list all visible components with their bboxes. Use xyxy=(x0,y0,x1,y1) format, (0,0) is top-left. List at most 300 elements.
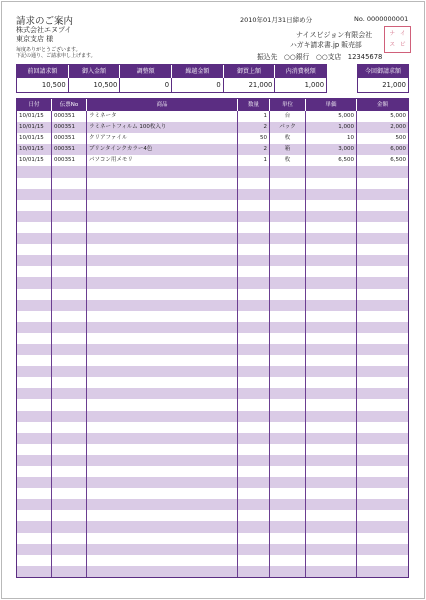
table-cell xyxy=(52,366,87,377)
table-cell xyxy=(87,200,238,211)
table-cell xyxy=(87,466,238,477)
table-cell xyxy=(357,444,408,455)
total-due-value-row xyxy=(358,78,408,92)
table-cell xyxy=(357,277,408,288)
col-amount: 金額 xyxy=(376,102,388,108)
issuer-dept: ハガキ請求書.jp 販売部 xyxy=(290,41,362,49)
table-row xyxy=(17,244,408,255)
table-cell xyxy=(238,178,270,189)
summary-header: 繰越金額 xyxy=(172,65,224,78)
table-cell xyxy=(357,510,408,521)
table-cell xyxy=(238,244,270,255)
table-cell xyxy=(52,488,87,499)
summary-value: 10,500 xyxy=(17,78,69,92)
table-cell xyxy=(17,388,52,399)
bank-name: ○○銀行 xyxy=(283,53,310,61)
table-cell xyxy=(238,433,270,444)
table-cell xyxy=(52,566,87,577)
table-cell xyxy=(17,433,52,444)
table-cell: 枚 xyxy=(270,133,306,144)
table-cell xyxy=(306,333,357,344)
table-cell: パック xyxy=(270,122,306,133)
table-cell: 2 xyxy=(238,122,270,133)
table-cell xyxy=(52,200,87,211)
table-cell xyxy=(270,510,306,521)
table-cell xyxy=(87,388,238,399)
table-cell xyxy=(87,399,238,410)
table-cell xyxy=(17,166,52,177)
table-cell xyxy=(52,189,87,200)
table-cell xyxy=(306,566,357,577)
table-cell xyxy=(52,244,87,255)
summary-value: 21,000 xyxy=(224,78,276,92)
table-cell xyxy=(357,255,408,266)
summary-value: 0 xyxy=(120,78,172,92)
table-cell xyxy=(87,277,238,288)
table-cell xyxy=(87,433,238,444)
table-cell xyxy=(52,222,87,233)
table-cell xyxy=(52,266,87,277)
table-cell xyxy=(306,211,357,222)
bank-account: 12345678 xyxy=(347,53,383,61)
seal-char: ナ xyxy=(389,31,395,37)
table-cell xyxy=(17,244,52,255)
table-cell xyxy=(270,499,306,510)
bank-branch: ○○支店 xyxy=(315,53,342,61)
table-row xyxy=(17,477,408,488)
table-cell xyxy=(238,533,270,544)
table-row xyxy=(17,155,408,166)
table-cell xyxy=(52,399,87,410)
table-cell xyxy=(87,211,238,222)
col-unit: 単位 xyxy=(270,99,306,111)
table-cell xyxy=(52,533,87,544)
table-cell xyxy=(306,277,357,288)
table-cell xyxy=(270,311,306,322)
table-cell xyxy=(87,488,238,499)
table-body xyxy=(17,111,408,577)
table-cell xyxy=(357,233,408,244)
table-cell xyxy=(52,289,87,300)
table-row xyxy=(17,544,408,555)
table-cell: 1,000 xyxy=(306,122,357,133)
table-cell xyxy=(17,444,52,455)
table-row xyxy=(17,311,408,322)
table-cell xyxy=(306,178,357,189)
table-cell: 50 xyxy=(238,133,270,144)
table-cell xyxy=(357,366,408,377)
table-cell xyxy=(87,344,238,355)
table-cell xyxy=(52,466,87,477)
table-cell xyxy=(270,366,306,377)
table-cell xyxy=(306,244,357,255)
summary-header-row xyxy=(17,65,326,78)
table-cell xyxy=(52,499,87,510)
table-cell xyxy=(306,521,357,532)
table-cell xyxy=(357,322,408,333)
table-cell xyxy=(270,189,306,200)
table-row xyxy=(17,122,408,133)
table-cell xyxy=(357,499,408,510)
table-cell xyxy=(87,355,238,366)
document-number: No. 0000000001 xyxy=(354,15,409,23)
table-cell xyxy=(238,300,270,311)
table-cell xyxy=(238,200,270,211)
table-cell xyxy=(357,433,408,444)
table-row xyxy=(17,444,408,455)
table-row xyxy=(17,200,408,211)
table-cell xyxy=(87,521,238,532)
table-cell xyxy=(270,244,306,255)
table-cell xyxy=(270,355,306,366)
table-cell xyxy=(357,200,408,211)
table-cell xyxy=(52,322,87,333)
table-cell xyxy=(357,178,408,189)
table-cell xyxy=(17,466,52,477)
table-cell xyxy=(306,166,357,177)
table-cell xyxy=(52,433,87,444)
table-row xyxy=(17,488,408,499)
table-cell xyxy=(17,189,52,200)
table-cell xyxy=(52,300,87,311)
table-cell xyxy=(270,200,306,211)
table-cell: クリアファイル xyxy=(87,133,238,144)
table-cell xyxy=(52,333,87,344)
table-cell xyxy=(17,399,52,410)
table-cell xyxy=(306,444,357,455)
total-due-value: 21,000 xyxy=(382,81,406,89)
table-cell xyxy=(52,344,87,355)
table-cell xyxy=(87,555,238,566)
table-cell xyxy=(306,466,357,477)
bank-label: 振込先 xyxy=(257,53,278,61)
summary-header: 御入金額 xyxy=(69,65,121,78)
table-cell: 10/01/15 xyxy=(17,133,52,144)
table-cell xyxy=(238,466,270,477)
table-cell xyxy=(52,422,87,433)
table-cell xyxy=(238,189,270,200)
table-cell: 000351 xyxy=(52,111,87,122)
table-cell xyxy=(357,388,408,399)
table-cell xyxy=(238,544,270,555)
table-row xyxy=(17,521,408,532)
table-cell xyxy=(238,488,270,499)
table-cell xyxy=(270,411,306,422)
table-cell xyxy=(17,222,52,233)
table-cell xyxy=(357,488,408,499)
table-cell xyxy=(238,166,270,177)
table-cell xyxy=(87,289,238,300)
table-row xyxy=(17,133,408,144)
table-row xyxy=(17,277,408,288)
table-cell xyxy=(17,544,52,555)
table-cell xyxy=(238,566,270,577)
table-cell xyxy=(52,455,87,466)
table-cell xyxy=(238,444,270,455)
table-row xyxy=(17,466,408,477)
table-cell xyxy=(306,477,357,488)
table-header xyxy=(17,99,408,111)
table-cell xyxy=(87,566,238,577)
table-cell xyxy=(238,355,270,366)
total-due-box xyxy=(357,64,409,93)
table-cell xyxy=(238,255,270,266)
table-cell xyxy=(52,477,87,488)
table-cell xyxy=(17,366,52,377)
summary-header: 調整額 xyxy=(120,65,172,78)
table-cell xyxy=(52,233,87,244)
table-cell xyxy=(270,300,306,311)
table-cell xyxy=(87,266,238,277)
table-cell xyxy=(357,311,408,322)
table-cell xyxy=(87,411,238,422)
table-cell xyxy=(87,366,238,377)
table-cell xyxy=(238,377,270,388)
table-cell xyxy=(87,244,238,255)
table-row xyxy=(17,211,408,222)
table-cell xyxy=(306,222,357,233)
table-cell xyxy=(17,477,52,488)
seal-char: ビ xyxy=(399,41,406,48)
summary-header: 内消費税額 xyxy=(285,68,316,75)
table-cell xyxy=(306,488,357,499)
table-cell xyxy=(52,411,87,422)
table-cell: プリンタインクカラー4色 xyxy=(87,144,238,155)
table-cell xyxy=(357,422,408,433)
table-cell xyxy=(306,266,357,277)
table-row xyxy=(17,499,408,510)
bank-info xyxy=(257,51,382,61)
table-cell xyxy=(270,422,306,433)
table-cell xyxy=(238,510,270,521)
total-due-header: 今回御請求額 xyxy=(364,68,401,75)
greeting-line-1: 毎度ありがとうございます。 xyxy=(16,47,81,53)
table-cell xyxy=(306,255,357,266)
table-cell xyxy=(52,521,87,532)
table-cell xyxy=(306,499,357,510)
table-cell xyxy=(52,255,87,266)
table-cell: 6,500 xyxy=(390,157,406,164)
table-cell xyxy=(270,388,306,399)
greeting xyxy=(16,47,96,59)
table-row xyxy=(17,433,408,444)
table-cell: 箱 xyxy=(270,144,306,155)
table-cell: 10 xyxy=(306,133,357,144)
table-cell xyxy=(357,466,408,477)
table-row xyxy=(17,300,408,311)
table-row xyxy=(17,166,408,177)
table-cell xyxy=(87,510,238,521)
table-cell xyxy=(357,266,408,277)
table-cell xyxy=(87,333,238,344)
table-cell xyxy=(238,289,270,300)
table-cell: 10/01/15 xyxy=(17,155,52,166)
greeting-line-2: 下記の通り、ご請求申し上げます。 xyxy=(16,53,96,59)
table-row xyxy=(17,144,408,155)
col-unit-price: 単価 xyxy=(306,99,357,111)
table-cell xyxy=(238,399,270,410)
table-row xyxy=(17,510,408,521)
table-cell xyxy=(87,166,238,177)
table-cell xyxy=(238,366,270,377)
table-cell xyxy=(357,555,408,566)
table-row xyxy=(17,333,408,344)
table-cell xyxy=(238,233,270,244)
table-row xyxy=(17,399,408,410)
table-cell xyxy=(87,377,238,388)
table-cell xyxy=(17,277,52,288)
table-row xyxy=(17,111,408,122)
table-cell: 000351 xyxy=(52,144,87,155)
table-cell xyxy=(357,533,408,544)
table-cell xyxy=(17,255,52,266)
table-cell xyxy=(357,399,408,410)
table-row xyxy=(17,222,408,233)
table-cell xyxy=(270,166,306,177)
table-cell xyxy=(270,233,306,244)
table-cell xyxy=(306,322,357,333)
table-cell: パソコン用メモリ xyxy=(87,155,238,166)
table-cell xyxy=(270,533,306,544)
table-cell xyxy=(270,344,306,355)
table-cell xyxy=(17,555,52,566)
table-cell xyxy=(306,433,357,444)
table-cell xyxy=(52,211,87,222)
table-cell xyxy=(357,344,408,355)
table-cell xyxy=(306,344,357,355)
table-cell xyxy=(52,311,87,322)
table-row xyxy=(17,388,408,399)
table-cell xyxy=(87,444,238,455)
table-cell xyxy=(52,388,87,399)
summary-value: 0 xyxy=(172,78,224,92)
col-date: 日付 xyxy=(17,99,52,111)
customer-company: 株式会社エヌプイ xyxy=(16,26,72,34)
table-row xyxy=(17,189,408,200)
table-cell xyxy=(357,455,408,466)
table-row xyxy=(17,289,408,300)
table-cell xyxy=(238,411,270,422)
table-cell xyxy=(238,277,270,288)
table-cell xyxy=(270,211,306,222)
table-cell xyxy=(238,311,270,322)
table-cell xyxy=(270,178,306,189)
table-cell xyxy=(270,544,306,555)
table-cell xyxy=(270,555,306,566)
table-cell: 10/01/15 xyxy=(17,144,52,155)
table-cell: 1 xyxy=(238,155,270,166)
table-row xyxy=(17,533,408,544)
table-cell xyxy=(306,289,357,300)
table-cell xyxy=(17,455,52,466)
table-cell xyxy=(238,422,270,433)
table-cell xyxy=(17,510,52,521)
table-cell xyxy=(17,422,52,433)
table-cell: 1 xyxy=(238,111,270,122)
table-row xyxy=(17,255,408,266)
table-cell xyxy=(87,233,238,244)
table-cell xyxy=(17,322,52,333)
summary-header: 御買上額 xyxy=(224,65,276,78)
table-cell xyxy=(306,399,357,410)
table-cell xyxy=(87,533,238,544)
closing-date: 2010年01月31日締め分 xyxy=(240,16,313,24)
table-cell xyxy=(357,244,408,255)
table-cell xyxy=(306,355,357,366)
seal-char: ス xyxy=(389,41,395,48)
table-cell xyxy=(238,477,270,488)
table-cell xyxy=(270,433,306,444)
table-cell xyxy=(306,422,357,433)
table-cell xyxy=(87,455,238,466)
table-cell xyxy=(87,222,238,233)
table-cell xyxy=(17,333,52,344)
table-cell xyxy=(87,178,238,189)
table-row xyxy=(17,422,408,433)
table-cell xyxy=(306,510,357,521)
table-row xyxy=(17,411,408,422)
table-cell xyxy=(87,477,238,488)
col-product: 商品 xyxy=(87,99,238,111)
customer-branch: 東京支店 様 xyxy=(16,34,54,43)
table-row xyxy=(17,355,408,366)
table-cell: 枚 xyxy=(270,155,306,166)
table-cell xyxy=(87,255,238,266)
table-cell xyxy=(87,311,238,322)
document-title: 請求のご案内 xyxy=(16,16,74,27)
table-cell xyxy=(306,377,357,388)
table-cell xyxy=(238,499,270,510)
table-cell xyxy=(238,266,270,277)
table-cell xyxy=(238,455,270,466)
table-cell: 5,000 xyxy=(390,113,406,119)
table-cell: 6,000 xyxy=(390,146,406,153)
table-cell xyxy=(306,300,357,311)
table-cell xyxy=(357,566,408,577)
table-cell xyxy=(17,521,52,532)
table-cell xyxy=(270,277,306,288)
col-quantity: 数量 xyxy=(238,99,270,111)
table-cell xyxy=(17,211,52,222)
table-row xyxy=(17,366,408,377)
table-row xyxy=(17,266,408,277)
table-cell xyxy=(17,355,52,366)
table-cell xyxy=(17,566,52,577)
table-cell xyxy=(357,355,408,366)
table-cell xyxy=(17,233,52,244)
table-cell: 500 xyxy=(395,135,406,142)
table-cell xyxy=(270,399,306,410)
table-row xyxy=(17,566,408,577)
summary-header: 前回請求額 xyxy=(17,65,69,78)
table-cell xyxy=(238,211,270,222)
table-cell xyxy=(357,289,408,300)
table-cell xyxy=(17,344,52,355)
table-cell xyxy=(238,388,270,399)
summary-table xyxy=(16,64,327,93)
table-cell xyxy=(52,166,87,177)
table-cell xyxy=(238,322,270,333)
table-cell: 2,000 xyxy=(390,124,406,131)
table-cell xyxy=(357,222,408,233)
table-cell xyxy=(270,466,306,477)
table-cell xyxy=(52,555,87,566)
summary-value: 1,000 xyxy=(304,81,325,89)
table-cell xyxy=(17,200,52,211)
table-cell xyxy=(357,521,408,532)
table-cell xyxy=(270,255,306,266)
table-row xyxy=(17,178,408,189)
